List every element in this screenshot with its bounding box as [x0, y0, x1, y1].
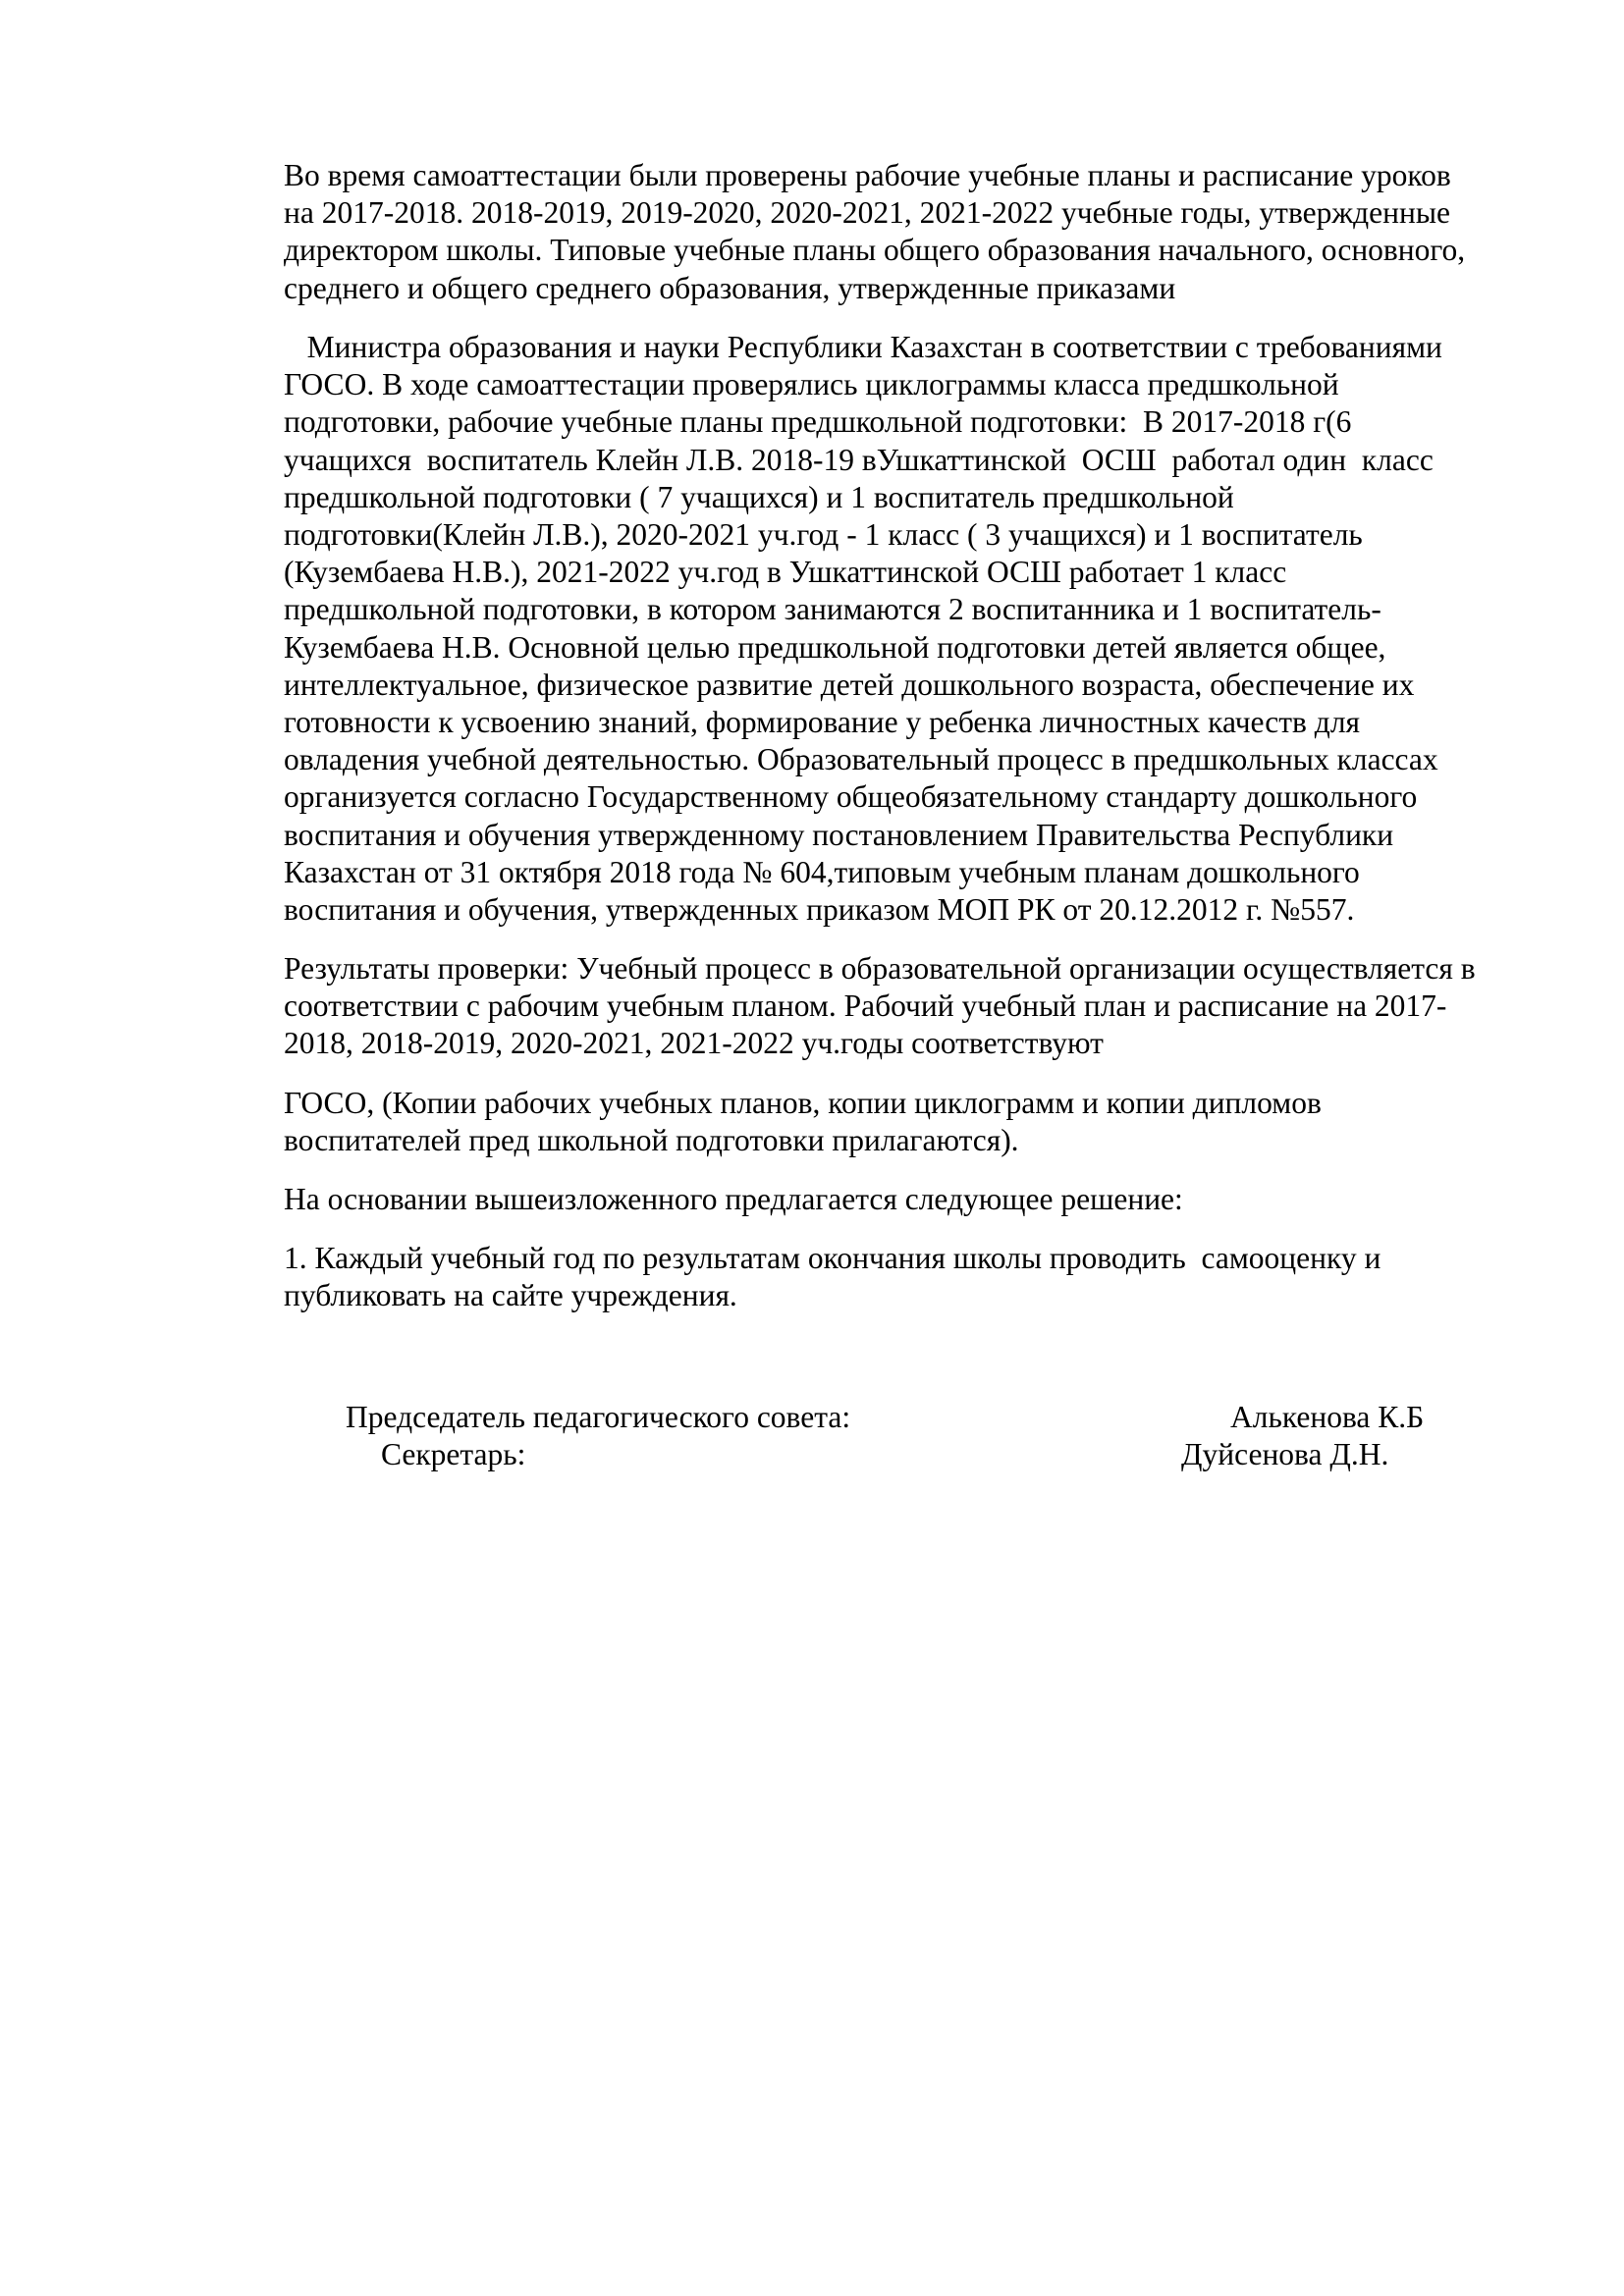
text-line: организуется согласно Государственному общеобязательному стандарту дошкольного — [284, 779, 1418, 815]
paragraph-check-results — [284, 950, 1570, 1063]
text-line: соответствии с рабочим учебным планом. Рабочий учебный план и расписание на 2017- — [284, 988, 1447, 1024]
text-line: овладения учебной деятельностью. Образовательный процесс в предшкольных классах — [284, 742, 1438, 777]
text-line: учащихся воспитатель Клейн Л.В. 2018-19 вУшкаттинской ОСШ работал один класс — [284, 442, 1434, 477]
text-line: предшкольной подготовки, в котором занимаются 2 воспитанника и 1 воспитатель- — [284, 592, 1381, 627]
text-line: воспитания и обучения утвержденному постановлением Правительства Республики — [284, 817, 1394, 852]
text-line: директором школы. Типовые учебные планы общего образования начального, основного, — [284, 233, 1466, 268]
text-line: Во время самоаттестации были проверены рабочие учебные планы и расписание уроков — [284, 158, 1451, 192]
text-line: подготовки, рабочие учебные планы предшкольной подготовки: В 2017-2018 г(6 — [284, 404, 1352, 440]
paragraph-attachments — [284, 1085, 1570, 1159]
text-line: Результаты проверки: Учебный процесс в образовательной организации осуществляется в — [284, 951, 1476, 986]
chair-label: Председатель педагогического совета: — [346, 1400, 851, 1434]
text-line: ГОСО. В ходе самоаттестации проверялись циклограммы класса предшкольной — [284, 367, 1339, 402]
text-line: (Кузембаева Н.В.), 2021-2022 уч.год в Ушкаттинской ОСШ работает 1 класс — [284, 555, 1287, 590]
text-line: Министра образования и науки Республики Казахстан в соответствии с требованиями — [284, 330, 1442, 364]
text-line: воспитания и обучения, утвержденных приказом МОП РК от 20.12.2012 г. №557. — [284, 892, 1355, 928]
paragraph-curriculum-check — [284, 157, 1570, 307]
text-line: на 2017-2018. 2018-2019, 2019-2020, 2020-2021, 2021-2022 учебные годы, утвержденные — [284, 195, 1451, 231]
secretary-name: Дуйсенова Д.Н. — [1181, 1437, 1389, 1471]
paragraph-decision-intro — [284, 1181, 1570, 1218]
paragraph-decision-item — [284, 1240, 1570, 1314]
chair-name: Алькенова К.Б — [1230, 1400, 1425, 1434]
secretary-label: Секретарь: — [381, 1437, 526, 1471]
text-line: 1. Каждый учебный год по результатам окончания школы проводить самооценку и — [284, 1241, 1381, 1275]
text-line: интеллектуальное, физическое развитие детей дошкольного возраста, обеспечение их — [284, 667, 1415, 702]
text-line: готовности к усвоению знаний, формирование у ребенка личностных качеств для — [284, 705, 1361, 740]
text-line: воспитателей пред школьной подготовки прилагаются). — [284, 1123, 1019, 1158]
text-line: предшкольной подготовки ( 7 учащихся) и 1 воспитатель предшкольной — [284, 479, 1234, 514]
text-line: среднего и общего среднего образования, утвержденные приказами — [284, 270, 1176, 305]
text-line: подготовки(Клейн Л.В.), 2020-2021 уч.год - 1 класс ( 3 учащихся) и 1 воспитатель — [284, 517, 1363, 553]
text-line: ГОСО, (Копии рабочих учебных планов, копии циклограмм и копии дипломов — [284, 1086, 1322, 1120]
text-line: Казахстан от 31 октября 2018 года № 604,типовым учебным планам дошкольного — [284, 854, 1360, 889]
text-line: Кузембаева Н.В. Основной целью предшкольной подготовки детей является общее, — [284, 629, 1386, 665]
text-line: На основании вышеизложенного предлагается следующее решение: — [284, 1182, 1183, 1216]
text-line: 2018, 2018-2019, 2020-2021, 2021-2022 уч.годы соответствуют — [284, 1026, 1104, 1061]
paragraph-preschool-preparation — [284, 329, 1570, 929]
text-line: публиковать на сайте учреждения. — [284, 1278, 737, 1313]
